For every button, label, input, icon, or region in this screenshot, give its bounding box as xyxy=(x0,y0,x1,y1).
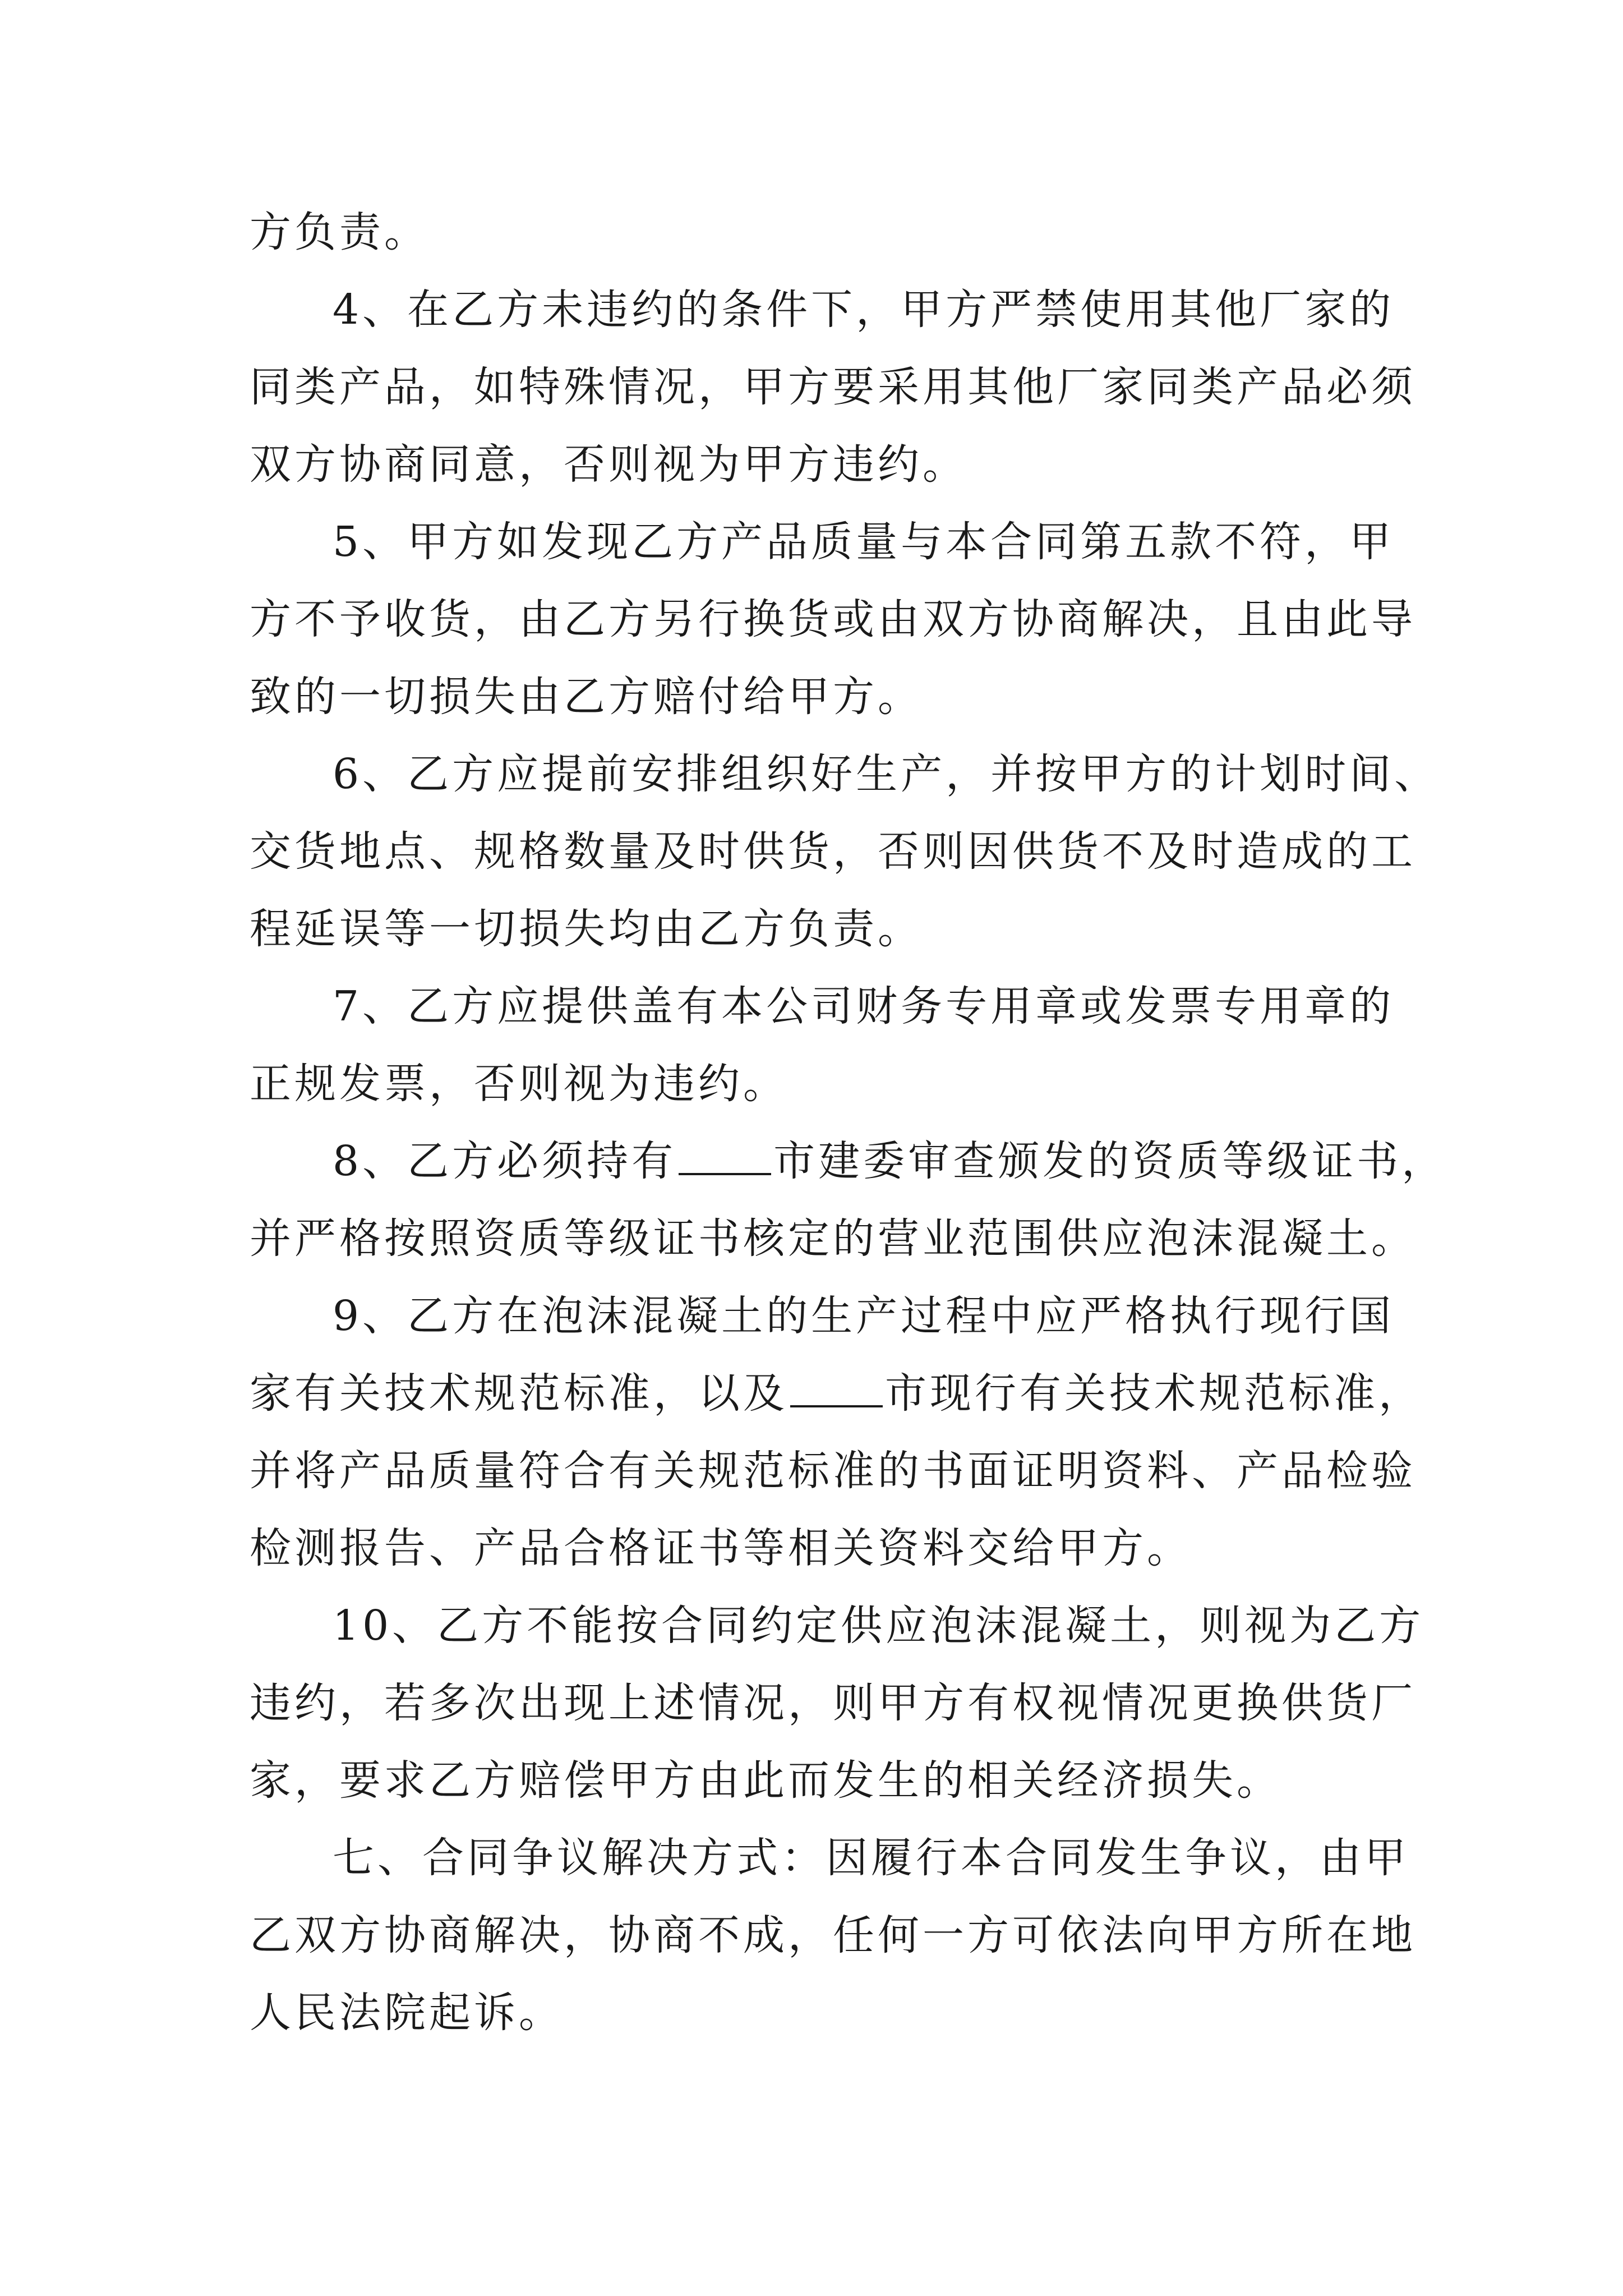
contract-text xyxy=(250,194,1447,2051)
clause-4-line: 4、在乙方未违约的条件下，甲方严禁使用其他厂家的 xyxy=(333,286,1395,334)
text-line: 正规发票，否则视为违约。 xyxy=(250,1060,788,1108)
section-7-line: 七、合同争议解决方式：因履行本合同发生争议，由甲 xyxy=(333,1834,1409,1882)
fill-in-blank xyxy=(679,1137,771,1175)
text-line: 并将产品质量符合有关规范标准的书面证明资料、产品检验 xyxy=(250,1447,1416,1495)
text-line: 并严格按照资质等级证书核定的营业范围供应泡沫混凝土。 xyxy=(250,1214,1416,1263)
text-line: 同类产品，如特殊情况，甲方要采用其他厂家同类产品必须 xyxy=(250,363,1416,411)
text-line: 程延误等一切损失均由乙方负责。 xyxy=(250,905,923,953)
text-line: 违约，若多次出现上述情况，则甲方有权视情况更换供货厂 xyxy=(250,1679,1416,1727)
text-line: 双方协商同意，否则视为甲方违约。 xyxy=(250,440,967,489)
text-line: 检测报告、产品合格证书等相关资料交给甲方。 xyxy=(250,1524,1192,1572)
text-segment: 8、乙方必须持有 xyxy=(333,1137,677,1185)
clause-6-line: 6、乙方应提前安排组织好生产，并按甲方的计划时间、 xyxy=(333,750,1440,798)
text-line: 方不予收货，由乙方另行换货或由双方协商解决，且由此导 xyxy=(250,595,1416,643)
fill-in-blank xyxy=(790,1369,883,1407)
text-line xyxy=(250,1355,1423,1432)
text-line: 交货地点、规格数量及时供货，否则因供货不及时造成的工 xyxy=(250,827,1416,876)
clause-7-line: 7、乙方应提供盖有本公司财务专用章或发票专用章的 xyxy=(333,982,1395,1030)
clause-8-line xyxy=(250,1122,1447,1200)
text-line: 方负责。 xyxy=(250,208,429,256)
text-line: 人民法院起诉。 xyxy=(250,1989,564,2037)
clause-10-line: 10、乙方不能按合同约定供应泡沫混凝土，则视为乙方 xyxy=(333,1602,1424,1650)
text-line: 家，要求乙方赔偿甲方由此而发生的相关经济损失。 xyxy=(250,1756,1281,1805)
text-segment: 家有关技术规范标准，以及 xyxy=(250,1369,788,1418)
text-segment: 市建委审查颁发的资质等级证书， xyxy=(773,1137,1447,1185)
text-line: 致的一切损失由乙方赔付给甲方。 xyxy=(250,673,923,721)
text-line: 乙双方协商解决，协商不成，任何一方可依法向甲方所在地 xyxy=(250,1911,1416,1959)
clause-9-line: 9、乙方在泡沫混凝土的生产过程中应严格执行现行国 xyxy=(333,1292,1395,1340)
text-segment: 市现行有关技术规范标准， xyxy=(885,1369,1423,1418)
clause-5-line: 5、甲方如发现乙方产品质量与本合同第五款不符，甲 xyxy=(333,518,1395,566)
